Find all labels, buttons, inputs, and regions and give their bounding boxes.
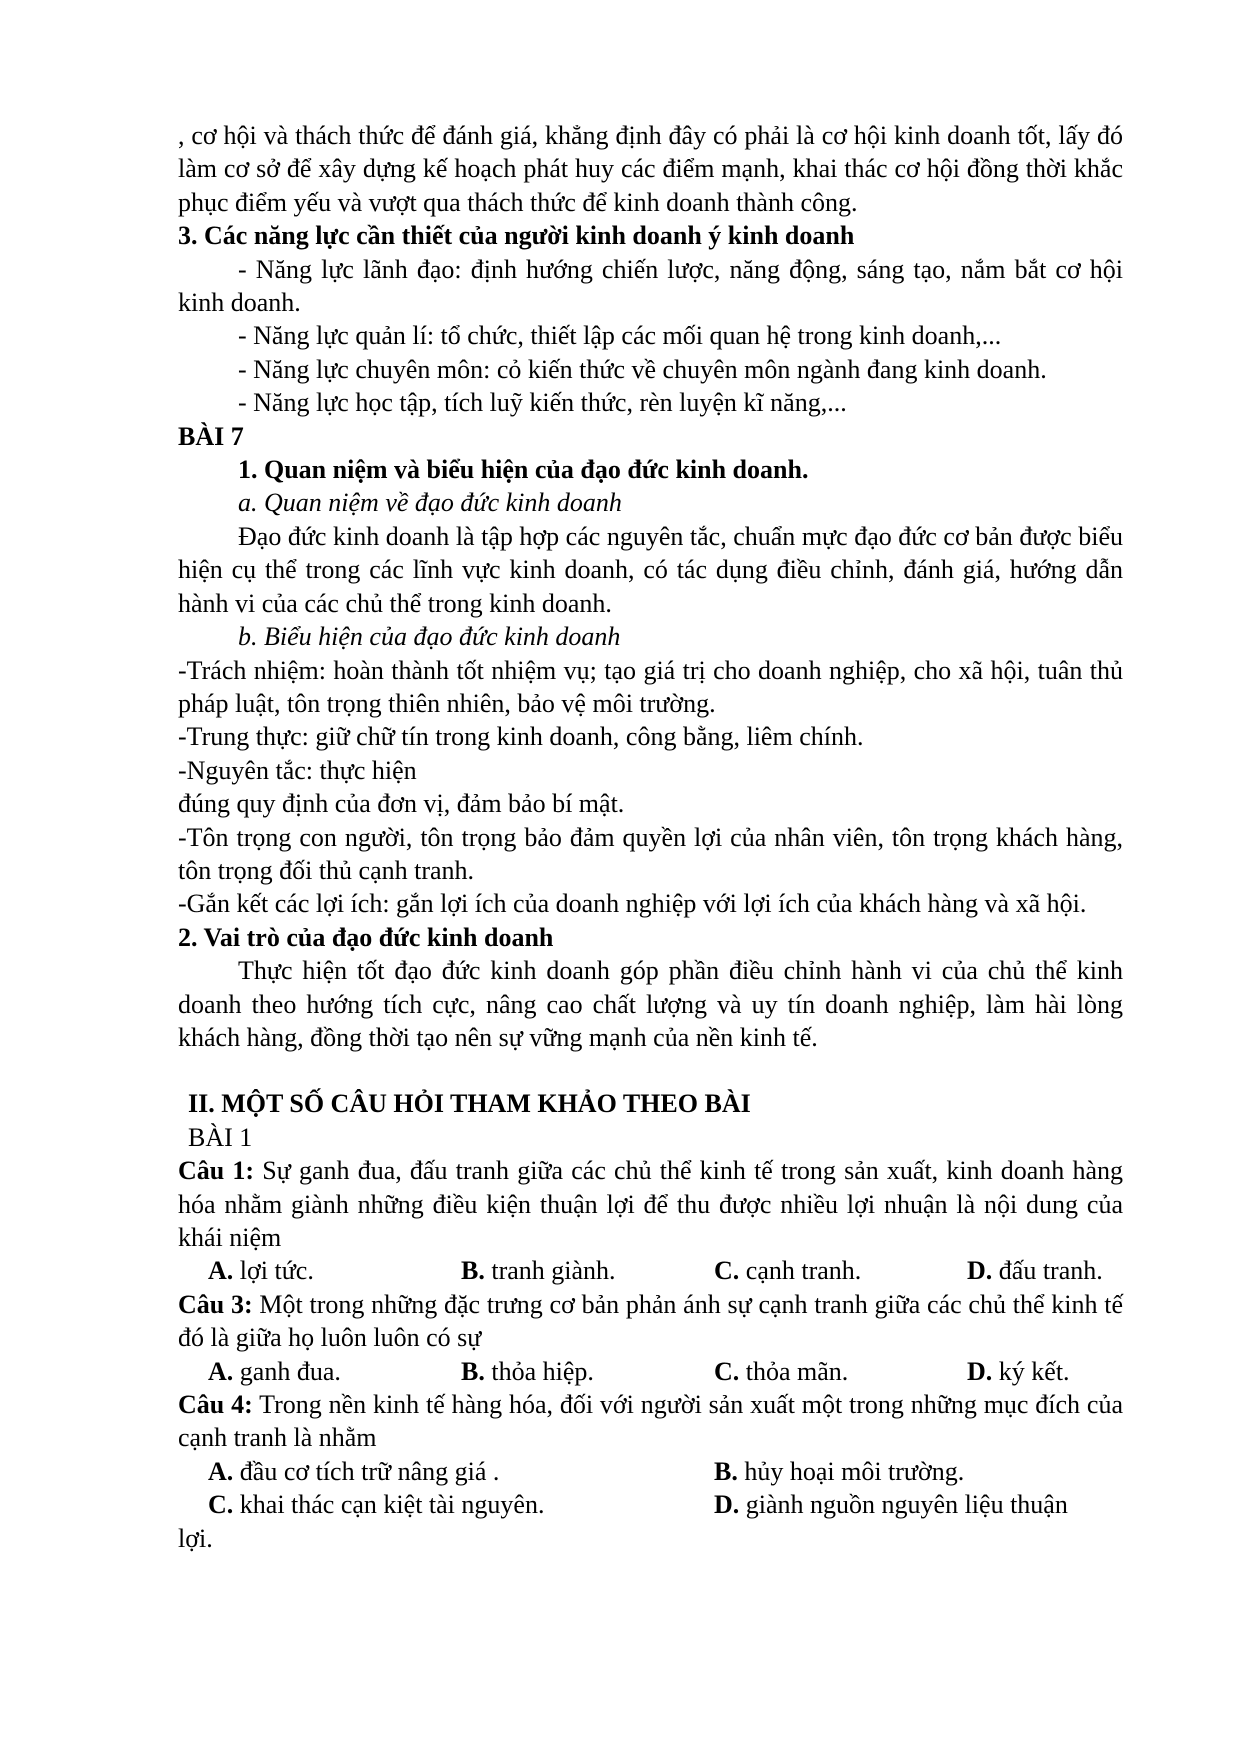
page-content: [178, 119, 1123, 1555]
section-spacer: [178, 1054, 1123, 1087]
subheading-concept: a. Quan niệm về đạo đức kinh doanh: [238, 488, 622, 518]
question-3: [178, 1288, 1123, 1355]
paragraph-role: Thực hiện tốt đạo đức kinh doanh góp phần điều chỉnh hành vi của chủ thể kinh doanh theo hướng tích cực, nâng cao chất lượng và uy tín doanh nghiệp, làm hài lòng khách hàng, đồng thời tạo nên sự vững mạnh của nền kinh tế.: [178, 956, 1123, 1052]
option-a: A. đầu cơ tích trữ nâng giá .: [208, 1456, 500, 1486]
section-ii-title: II. MỘT SỐ CÂU HỎI THAM KHẢO THEO BÀI: [188, 1089, 751, 1119]
question-1-options: [178, 1254, 1123, 1287]
option-a: A. ganh đua.: [208, 1356, 341, 1386]
question-4-options-row-2: [178, 1488, 1123, 1521]
question-3-options: [178, 1355, 1123, 1388]
question-4-options-row-1: [178, 1455, 1123, 1488]
lesson-7-title: BÀI 7: [178, 421, 244, 451]
question-text: Trong nền kinh tế hàng hóa, đối với người sản xuất một trong những mục đích của cạnh tranh là nhằm: [178, 1390, 1123, 1453]
expression-respect: -Tôn trọng con người, tôn trọng bảo đảm quyền lợi của nhân viên, tôn trọng khách hàng, tôn trọng đối thủ cạnh tranh.: [178, 822, 1123, 885]
option-a: A. lợi tức.: [208, 1256, 314, 1286]
question-text: Sự ganh đua, đấu tranh giữa các chủ thể kinh tế trong sản xuất, kinh doanh hàng hóa nhằm giành những điều kiện thuận lợi để thu được nhiều lợi nhuận là nội dung của khái niệm: [178, 1156, 1123, 1252]
expression-shared-interests: -Gắn kết các lợi ích: gắn lợi ích của doanh nghiệp với lợi ích của khách hàng và xã hội.: [178, 889, 1087, 919]
option-b: B. hủy hoại môi trường.: [714, 1456, 965, 1486]
option-b: B. tranh giành.: [461, 1256, 616, 1286]
paragraph-swot-conclusion: , cơ hội và thách thức để đánh giá, khẳng định đây có phải là cơ hội kinh doanh tốt, lấy đó làm cơ sở để xây dựng kế hoạch phát huy các điểm mạnh, khai thác cơ hội đồng thời khắc phục điểm yếu và vượt qua thách thức để kinh doanh thành công.: [178, 121, 1123, 217]
competency-leadership: - Năng lực lãnh đạo: định hướng chiến lược, năng động, sáng tạo, nắm bắt cơ hội kinh doanh.: [178, 254, 1123, 318]
expression-honesty: -Trung thực: giữ chữ tín trong kinh doanh, công bằng, liêm chính.: [178, 722, 864, 752]
heading-competencies: 3. Các năng lực cần thiết của người kinh doanh ý kinh doanh: [178, 221, 855, 251]
competency-learning: - Năng lực học tập, tích luỹ kiến thức, rèn luyện kĩ năng,...: [238, 388, 847, 418]
question-4-option-d-continuation: lợi.: [178, 1523, 213, 1553]
question-text: Một trong những đặc trưng cơ bản phản ánh sự cạnh tranh giữa các chủ thể kinh tế đó là giữa họ luôn luôn có sự: [178, 1289, 1123, 1353]
subheading-expressions: b. Biểu hiện của đạo đức kinh doanh: [238, 622, 621, 652]
competency-expertise: - Năng lực chuyên môn: cỏ kiến thức về chuyên môn ngành đang kinh doanh.: [238, 354, 1047, 384]
expression-responsibility: -Trách nhiệm: hoàn thành tốt nhiệm vụ; tạo giá trị cho doanh nghiệp, cho xã hội, tuân thủ pháp luật, tôn trọng thiên nhiên, bảo vệ môi trường.: [178, 655, 1123, 718]
heading-business-ethics-concept: 1. Quan niệm và biểu hiện của đạo đức kinh doanh.: [238, 455, 809, 485]
question-label: Câu 1:: [178, 1156, 255, 1186]
lesson-1-title: BÀI 1: [188, 1122, 253, 1152]
competency-management: - Năng lực quản lí: tổ chức, thiết lập các mối quan hệ trong kinh doanh,...: [238, 321, 1002, 351]
expression-principle-line2: đúng quy định của đơn vị, đảm bảo bí mật.: [178, 789, 625, 819]
option-d: D. ký kết.: [967, 1356, 1070, 1386]
question-1: [178, 1154, 1123, 1254]
option-b: B. thỏa hiệp.: [461, 1356, 594, 1386]
question-4: [178, 1388, 1123, 1455]
paragraph-concept: Đạo đức kinh doanh là tập hợp các nguyên tắc, chuẩn mực đạo đức cơ bản được biểu hiện cụ thể trong các lĩnh vực kinh doanh, có tác dụng điều chỉnh, đánh giá, hướng dẫn hành vi của các chủ thể trong kinh doanh.: [178, 521, 1123, 618]
option-d: D. đấu tranh.: [967, 1256, 1103, 1286]
question-label: Câu 3:: [178, 1289, 253, 1319]
option-c: C. cạnh tranh.: [714, 1256, 862, 1286]
expression-principle-line1: -Nguyên tắc: thực hiện: [178, 755, 417, 785]
option-d: D. giành nguồn nguyên liệu thuận: [714, 1490, 1068, 1520]
heading-role-of-ethics: 2. Vai trò của đạo đức kinh doanh: [178, 922, 554, 952]
option-c: C. thỏa mãn.: [714, 1356, 849, 1386]
option-c: C. khai thác cạn kiệt tài nguyên.: [208, 1490, 545, 1520]
question-label: Câu 4:: [178, 1390, 253, 1420]
